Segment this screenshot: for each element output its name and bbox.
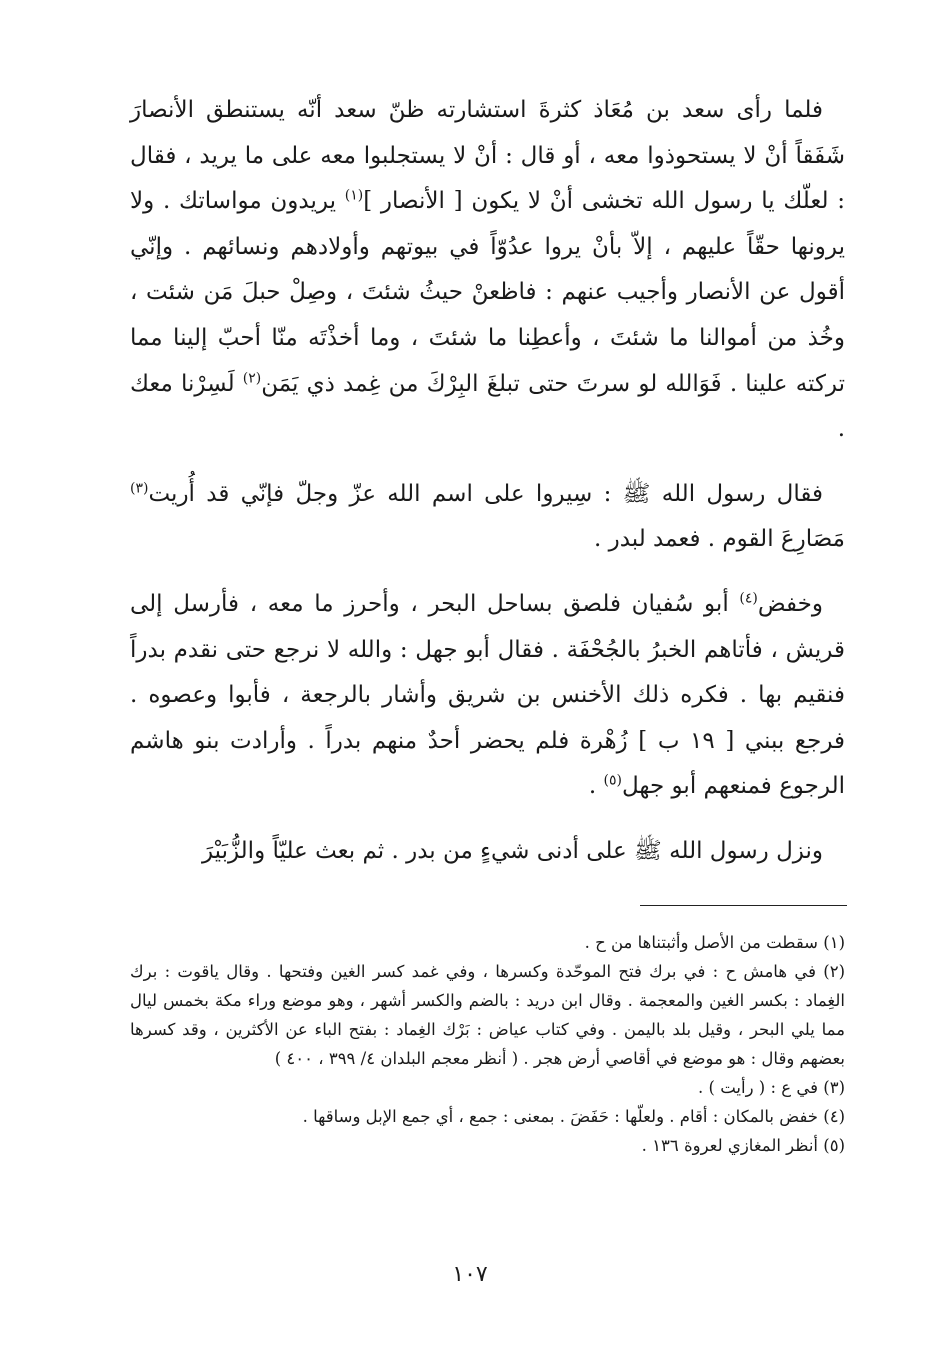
footnote-number: (٥) [823, 1136, 845, 1155]
footnote-ref-3[interactable]: (٣) [130, 480, 149, 497]
footnote-3 [130, 1073, 845, 1102]
footnote-text: في هامش ح : في برك فتح الموحّدة وكسرها ، وفي غمد كسر الغين وفتحها . وقال ياقوت : برك الغِماد : بكسر الغين والمعجمة . وقال ابن دريد : بالضم والكسر أشهر ، وهو موضع وراء مكة بخمس ليال مما يلي البحر ، وقيل بلد باليمن . وفي كتاب عياض : بَرْك الغِماد : بفتح الباء عن الأكثرين ، وقد كسرها بعضهم وقال : هو موضع في أقاصي أرض هجر . ( أنظر معجم البلدان ٤/ ٣٩٩ ، ٤٠٠ ) [130, 962, 845, 1068]
footnote-text: أنظر المغازي لعروة ١٣٦ . [641, 1136, 818, 1155]
footnote-number: (٤) [823, 1107, 845, 1126]
main-text [130, 88, 845, 875]
paragraph-text: لَسِرْنا معك . [130, 370, 845, 443]
paragraph-text: ونزل رسول الله ﷺ على أدنى شيءٍ من بدر . ثم بعث عليّاً والزُّبَيْرَ [201, 837, 823, 864]
paragraph-text: فقال رسول الله ﷺ : سِيروا على اسم الله عزّ وجلّ فإنّي قد أُريت [148, 480, 823, 507]
footnote-2 [130, 957, 845, 1073]
footnote-separator [640, 905, 847, 906]
footnote-ref-2[interactable]: (٢) [242, 369, 262, 386]
footnote-4 [130, 1102, 845, 1131]
paragraph-text: يريدون مواساتك . ولا يرونها حقّاً عليهم ، إلاّ بأنْ يروا عدُوّاً في بيوتهم وأولادهم ونسائهم . وإنّي أقول عن الأنصار وأجيب عنهم : فاظعنْ حيثُ شئتَ ، وصِلْ حبلَ مَن شئت ، وخُذ من أموالنا ما شئتَ ، وأعطِنا ما شئتَ ، وما أخذْتَه منّا أحبّ إلينا مما تركته علينا . فَوَالله لو سرتَ حتى تبلغَ البِرْكَ من غِمد ذي يَمَن [130, 188, 846, 397]
footnote-ref-4[interactable]: (٤) [739, 590, 758, 607]
paragraph-text: . [588, 773, 604, 800]
paragraph-text: أبو سُفيان فلصق بساحل البحر ، وأحرز ما معه ، فأرسل إلى قريش ، فأتاهم الخبرُ بالجُحْفَة . فقال أبو جهل : والله لا نرجع حتى نقدم بدراً فنقيم بها . فكره ذلك الأخنس بن شريق وأشار بالرجعة ، فأبوا وعصوه . فرجع ببني [ ١٩ ب ] زُهْرة فلم يحضر أحدٌ منهم بدراً . وأرادت بنو هاشم الرجوع فمنعهم أبو جهل [130, 590, 846, 800]
footnotes [130, 928, 845, 1160]
footnote-text: سقطت من الأصل وأثبتناها من ح . [584, 933, 818, 952]
footnote-ref-1[interactable]: (١) [344, 187, 364, 204]
footnote-5 [130, 1131, 845, 1160]
footnote-number: (٣) [823, 1078, 845, 1097]
footnote-number: (١) [823, 933, 845, 952]
footnote-text: في ع : ( رأيت ) . [698, 1078, 818, 1097]
paragraph-4 [130, 829, 845, 875]
paragraph-1 [130, 88, 845, 453]
footnote-number: (٢) [823, 962, 845, 981]
footnote-1 [130, 928, 845, 957]
paragraph-2 [130, 472, 845, 563]
paragraph-text: فلما رأى سعد بن مُعَاذ كثرةَ استشارته ظنّ سعد أنّه يستنطق الأنصارَ شَفَقاً أنْ لا يستحوذوا معه ، أو قال : أنْ لا يستجلبوا معه على ما يريد ، فقال : لعلّك يا رسول الله تخشى أنْ لا يكون [ الأنصار ] [130, 97, 846, 215]
paragraph-3 [130, 582, 845, 810]
footnote-ref-5[interactable]: (٥) [603, 772, 622, 789]
footnote-text: خفض بالمكان : أقام . ولعلّها : حَفَضَ . بمعنى : جمع ، أي جمع الإبل وساقها . [302, 1107, 818, 1126]
paragraph-text: مَصَارِعَ القوم . فعمد لبدر . [593, 526, 845, 553]
paragraph-text: وخفض [757, 590, 823, 617]
page-number: ١٠٧ [452, 1262, 488, 1287]
